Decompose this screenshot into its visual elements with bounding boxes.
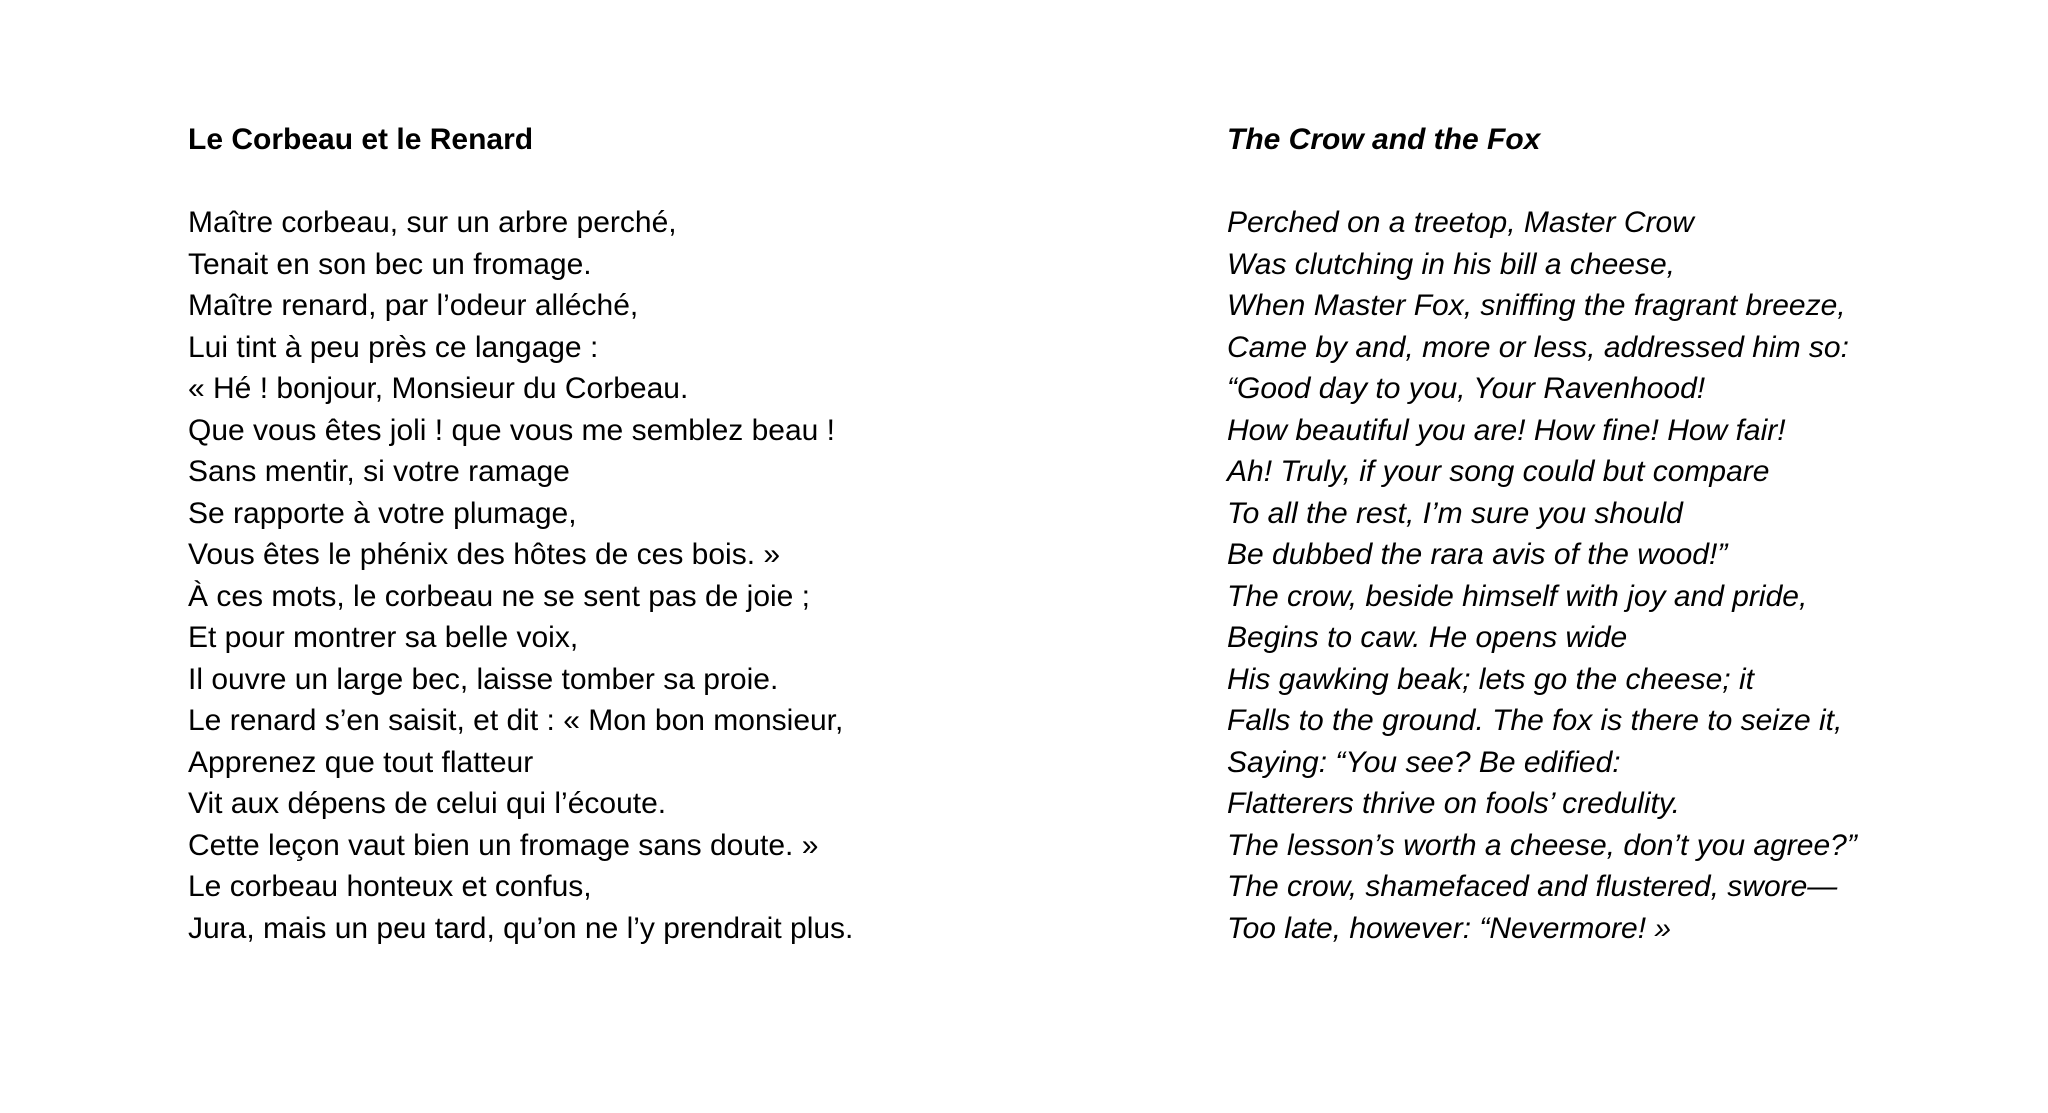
poem-line: Lui tint à peu près ce langage : [188,330,599,364]
poem-line: Sans mentir, si votre ramage [188,455,570,488]
poem-line: Le renard s’en saisit, et dit : « Mon bon monsieur, [188,704,844,737]
poem-line: Flatterers thrive on fools’ credulity. [1227,787,1680,820]
poem-line: The lesson’s worth a cheese, don’t you agree?” [1227,828,1857,862]
poem-line: The crow, shamefaced and flustered, swore— [1227,870,1838,903]
poem-line: “Good day to you, Your Ravenhood! [1227,372,1706,405]
poem-line: Maître corbeau, sur un arbre perché, [188,206,677,239]
english-poem-title: The Crow and the Fox [1227,123,1541,156]
poem-line: The crow, beside himself with joy and pride, [1227,579,1808,613]
poem-line: Apprenez que tout flatteur [188,745,534,779]
poem-line: Be dubbed the rara avis of the wood!” [1227,538,1728,571]
poem-line: Jura, mais un peu tard, qu’on ne l’y prendrait plus. [188,911,854,945]
poem-line: Cette leçon vaut bien un fromage sans doute. » [188,828,819,862]
poem-line: À ces mots, le corbeau ne se sent pas de joie ; [188,579,811,613]
poem-line: Was clutching in his bill a cheese, [1227,247,1676,281]
french-poem-lines [188,202,1148,949]
poem-line: How beautiful you are! How fine! How fair! [1227,413,1786,447]
poem-line: Too late, however: “Nevermore! » [1227,911,1672,945]
poem-line: To all the rest, I’m sure you should [1227,496,1683,530]
poem-line: His gawking beak; lets go the cheese; it [1227,662,1754,696]
poem-line: Ah! Truly, if your song could but compare [1227,455,1770,488]
poem-line: Le corbeau honteux et confus, [188,870,592,903]
french-poem [188,119,1148,949]
poem-line: Perched on a treetop, Master Crow [1227,206,1694,239]
poem-line: When Master Fox, sniffing the fragrant breeze, [1227,289,1846,322]
poem-line: Tenait en son bec un fromage. [188,247,592,281]
french-poem-title: Le Corbeau et le Renard [188,123,534,156]
english-poem [1227,119,2027,949]
poem-line: Que vous êtes joli ! que vous me semblez beau ! [188,413,836,447]
english-poem-lines [1227,202,2027,949]
poem-line: Vit aux dépens de celui qui l’écoute. [188,787,667,820]
poem-line: « Hé ! bonjour, Monsieur du Corbeau. [188,372,689,405]
poem-line: Falls to the ground. The fox is there to seize it, [1227,704,1843,737]
poem-line: Maître renard, par l’odeur alléché, [188,289,639,322]
poem-line: Il ouvre un large bec, laisse tomber sa proie. [188,662,779,696]
poem-line: Et pour montrer sa belle voix, [188,621,579,654]
poem-line: Came by and, more or less, addressed him so: [1227,330,1849,364]
poem-line: Begins to caw. He opens wide [1227,621,1628,654]
poem-line: Vous êtes le phénix des hôtes de ces bois. » [188,538,781,571]
poem-line: Se rapporte à votre plumage, [188,496,577,530]
poem-line: Saying: “You see? Be edified: [1227,745,1621,779]
